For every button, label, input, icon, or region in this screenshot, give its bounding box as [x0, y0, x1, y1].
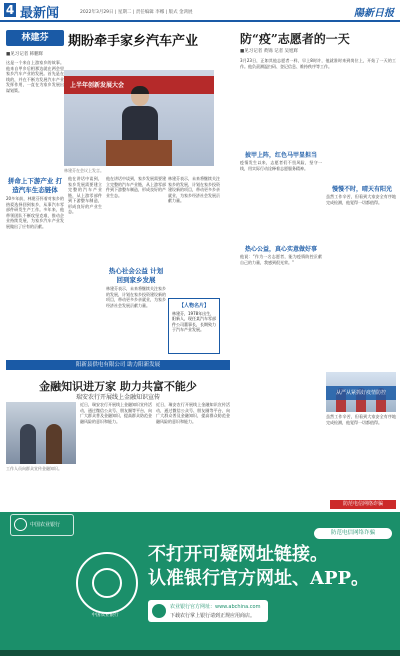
left-story-title: 期盼牵手家乡汽车产业: [68, 34, 199, 49]
middle-story-column-1: 近日，瑞安农行开展线上金融知识宣传活动，通过微信公众号、朋友圈等平台，向广大群众普及金融知识，提高群众防范金融风险的意识和能力。: [80, 402, 152, 424]
left-subhead-1: 拼命上下游产业 打造汽车生态链体: [7, 177, 63, 194]
bank-logo-icon: [14, 518, 27, 531]
photo-caption: 林建芬在会议上发言。: [64, 168, 104, 173]
section-title: 最新闻: [20, 6, 60, 21]
left-story-photo: [64, 70, 214, 166]
person-figure: [20, 424, 36, 464]
podium: [106, 140, 172, 166]
person-figure: [46, 424, 62, 464]
right-story-text-4: 虽然工作辛苦，但看到大家安全有序地完成检测，他觉得一切都值得。: [326, 414, 396, 425]
right-story-text-1: 疫情发生以来，志愿者们不畏风险，坚守一线，用实际行动诠释着志愿服务精神。: [240, 160, 322, 171]
left-story-column-4: 林建芬表示，未来将继续关注家乡的发展，计划在家乡投资建设新的项目，带动更多乡亲就业，为家乡经济社会发展贡献力量。: [168, 176, 220, 203]
right-subhead-2: 热心公益，真心实意做好事: [244, 246, 317, 253]
fraud-warning-tag: 防范电信网络诈骗: [330, 500, 396, 509]
photo-banner-text: 上半年创新发展大会: [70, 82, 125, 89]
right-story-byline: ■见习记者 黄锦 记者 吴旭辉: [240, 49, 299, 54]
header-meta: 2022年3月29日 | 星期二 | 责任编辑 李娜 | 版式 金鸿展: [80, 10, 193, 15]
ad-info-box: [148, 600, 268, 622]
story-badge: 林建芬: [6, 30, 64, 46]
left-story-column-1: 这是一个来自上游家乡的故事。他来自甲乡后相那边就在两会里家乡汽车产业的发展。首先是在线的，并在不断为发展汽车产业发挥作用，一直在为家乡发展出谋划策。: [6, 60, 64, 93]
newspaper-brand: 陽新日报: [354, 8, 394, 19]
left-story-column-1b: 20多年前，林建芬怀着对家乡的热爱选择回到家乡，从事汽车零部件研发生产工作。多年来，他带领团队不断攻坚克难，推动企业持续发展，为家乡汽车产业发展做出了应有的贡献。: [6, 196, 64, 229]
left-story-column-3b: 林建芬表示，未来将继续关注家乡的发展，计划在家乡投资建设新的项目，带动更多乡亲就业，为家乡经济社会发展贡献力量。: [106, 286, 166, 308]
right-story-intro: 3月23日，正如其他志愿者一样，早上8时许，他就准时来到岗位上，开始了一天的工作。他负责测温扫码、登记信息、维持秩序等工作。: [240, 58, 396, 69]
profile-text: 林建芬，1978年出生，阳新人，现任某汽车零部件公司董事长，长期致力于汽车产业发展。: [172, 311, 216, 333]
bank-seal-text: 中国农业银行: [91, 613, 119, 618]
left-story-column-3a: 他在讲话中谈到，家乡发展需要建立完整的汽车产业链，从上游零部件到下游整车制造，形成良好的产业生态。: [106, 176, 166, 198]
right-photo-info: 从严从紧抓好疫情防控: [326, 386, 396, 400]
left-story-byline: ■见习记者 韩鹏辉: [6, 52, 44, 57]
bank-seal-icon: [76, 552, 138, 614]
middle-photo-caption: 工作人员向群众宣传金融知识。: [6, 466, 62, 471]
right-subhead-1: 披甲上阵，红色马甲显担当: [244, 152, 317, 159]
left-story-column-2: 他在讲话中谈到，家乡发展需要建立完整的汽车产业链，从上游零部件到下游整车制造，形成良好的产业生态。: [68, 176, 102, 214]
ad-headline-1: 不打开可疑网址链接。: [148, 544, 328, 565]
profile-title: 【人物名片】: [178, 303, 209, 309]
page-footer: [0, 650, 400, 656]
ad-tag: 防范电信网络诈骗: [314, 528, 392, 539]
profile-box: [168, 298, 220, 354]
middle-story-subtitle: 瑞安农行开展线上金融知识宣传: [75, 394, 160, 401]
sponsor-banner: 阳新县供电有限公司 助力阳新发展: [6, 360, 230, 370]
middle-story-photo: [6, 402, 76, 464]
ad-headline-2: 认准银行官方网址、APP。: [148, 568, 370, 589]
bank-small-icon: [152, 604, 166, 618]
bank-logo-text: 中国农业银行: [30, 522, 61, 528]
right-story-title: 防“疫”志愿者的一天: [240, 32, 350, 46]
right-subhead-3: 慢慢不时，晴天有阳光: [331, 186, 392, 193]
middle-story-title: 金融知识进万家 助力共富不能少: [39, 380, 197, 393]
page-number: 4: [5, 3, 15, 17]
middle-story-column-2: 近日，瑞安农行开展线上金融知识宣传活动，通过微信公众号、朋友圈等平台，向广大群众普及金融知识，提高群众防范金融风险的意识和能力。: [156, 402, 230, 424]
right-story-text-2: 他说：“作为一名志愿者，能为疫情防控贡献自己的力量，我感到很光荣。”: [240, 254, 322, 265]
left-subhead-2: 热心社会公益 计划回到家乡发展: [108, 267, 164, 284]
right-story-text-3: 虽然工作辛苦，但看到大家安全有序地完成检测，他觉得一切都值得。: [326, 194, 396, 205]
ad-website: 农业银行官方网址：www.abchina.com: [170, 604, 261, 610]
ad-app-note: 下载农行掌上银行请到正规应用商店。: [170, 613, 256, 619]
page-header: [0, 0, 400, 22]
bank-logo: [10, 514, 74, 536]
